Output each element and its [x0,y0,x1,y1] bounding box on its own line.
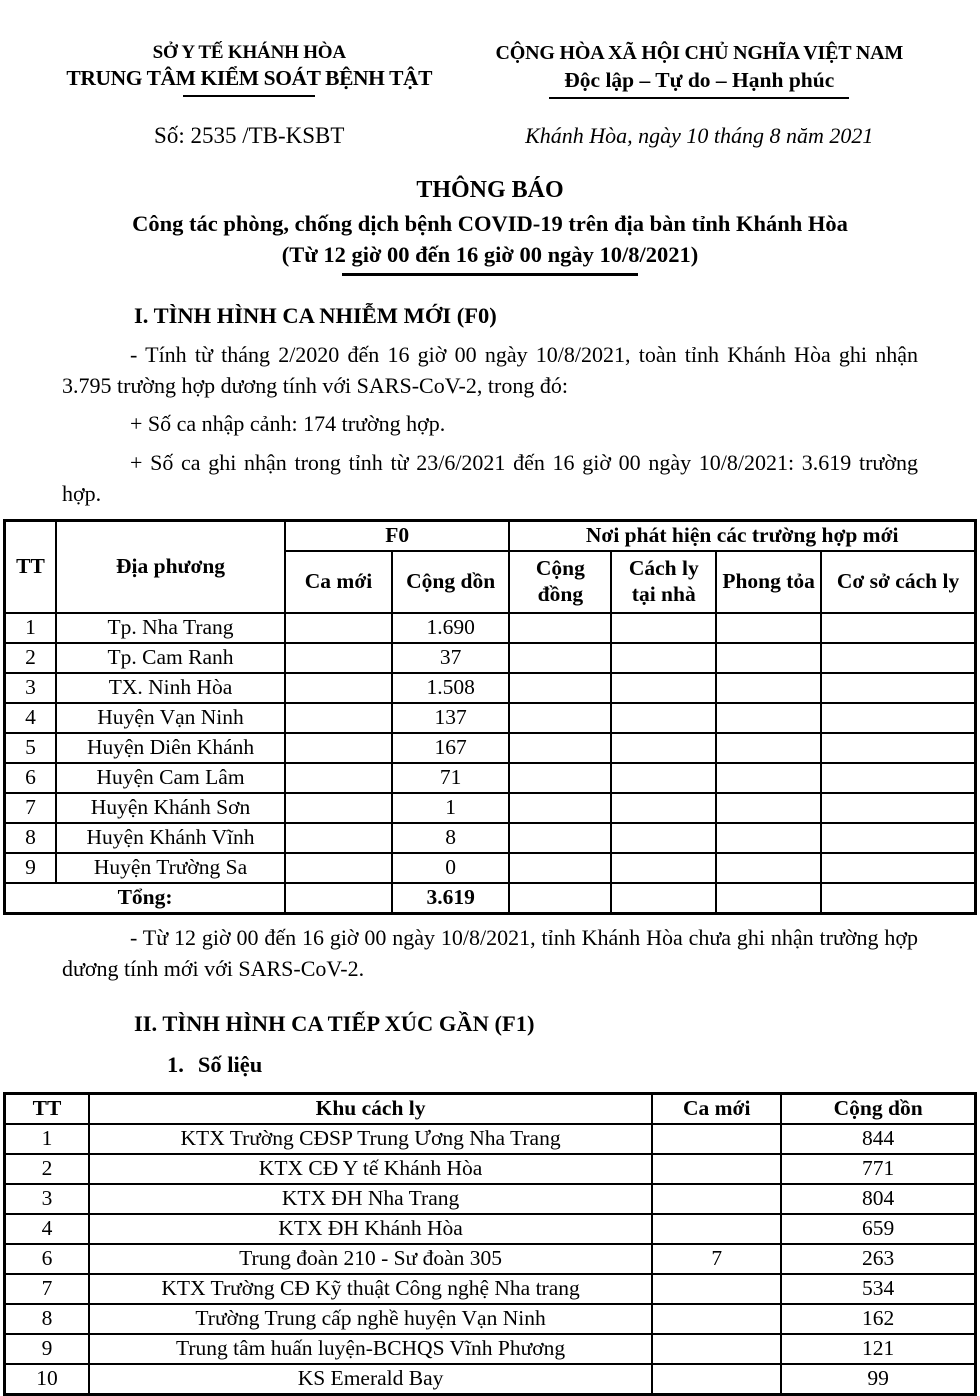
cell-cong-don: 71 [392,763,509,793]
cell-dia-phuong: Tp. Cam Ranh [56,643,285,673]
cell-cong-dong [509,823,611,853]
issuing-org-block [40,42,459,99]
national-header-block [459,42,941,99]
cell-cong-don: 162 [781,1304,975,1334]
cell-tt: 8 [5,823,56,853]
cell-co-so-cach-ly [821,793,975,823]
cell-cong-don: 659 [781,1214,975,1244]
col-header-ca-moi: Ca mới [652,1094,781,1124]
cell-tt: 1 [5,613,56,643]
f0-by-locality-table [3,519,977,915]
cell-ca-moi [285,613,392,643]
section1-heading: I. TÌNH HÌNH CA NHIỄM MỚI (F0) [134,303,497,328]
cell-khu-cach-ly: KTX Trường CĐ Kỹ thuật Công nghệ Nha trang [89,1274,652,1304]
cell-ca-moi [285,643,392,673]
table-row [5,1214,976,1244]
section1-para3: + Số ca ghi nhận trong tỉnh từ 23/6/2021 đến 16 giờ 00 ngày 10/8/2021: 3.619 trường hợp. [62,449,918,506]
cell-tt: 7 [5,793,56,823]
cell-cong-don: 0 [392,853,509,883]
f1-quarantine-table [3,1092,977,1396]
cell-tt: 4 [5,703,56,733]
cell-tt: 5 [5,733,56,763]
cell-tt: 6 [5,763,56,793]
cell-cong-don: 844 [781,1124,975,1154]
cell-dia-phuong: Huyện Khánh Vĩnh [56,823,285,853]
table-row [5,703,976,733]
table-row [5,1364,976,1394]
cell-tt: 9 [5,853,56,883]
section1-body [62,300,918,509]
cell-cong-don: 99 [781,1364,975,1394]
cell-ca-moi [285,853,392,883]
sub-heading-label: Số liệu [197,1052,263,1078]
doc-period-title: (Từ 12 giờ 00 đến 16 giờ 00 ngày 10/8/2021) [281,242,699,267]
cell-cach-ly-tai-nha [611,613,716,643]
cell-khu-cach-ly: Trung tâm huấn luyện-BCHQS Vĩnh Phương [89,1334,652,1364]
cell-cach-ly-tai-nha [611,853,716,883]
cell-tt: 8 [5,1304,89,1334]
number-date-row [0,123,980,149]
section1-para1: - Tính từ tháng 2/2020 đến 16 giờ 00 ngày 10/8/2021, toàn tỉnh Khánh Hòa ghi nhận 3.795 trường hợp dương tính với SARS-CoV-2, trong đó: [62,341,918,399]
cell-ca-moi [285,733,392,763]
doc-number: Số: 2535 /TB-KSBT [154,123,345,148]
cell-cong-don: 137 [392,703,509,733]
cell-khu-cach-ly: KS Emerald Bay [89,1364,652,1394]
cell-dia-phuong: Huyện Trường Sa [56,853,285,883]
cell-ca-moi [652,1274,781,1304]
cell-co-so-cach-ly [821,613,975,643]
total-co-so-cach-ly [821,883,975,913]
cell-cong-dong [509,673,611,703]
org-parent-name: SỞ Y TẾ KHÁNH HÒA [152,42,346,63]
col-header-cach-ly-tai-nha: Cách ly tại nhà [611,551,716,613]
doc-type-title: THÔNG BÁO [416,177,564,203]
cell-dia-phuong: Huyện Cam Lâm [56,763,285,793]
title-underline [342,273,638,276]
table2-header-row [5,1094,976,1124]
total-phong-toa [716,883,821,913]
cell-tt: 1 [5,1124,89,1154]
col-header-cong-don: Cộng dồn [781,1094,975,1124]
org-name: TRUNG TÂM KIỂM SOÁT BỆNH TẬT [66,66,433,90]
cell-khu-cach-ly: KTX ĐH Khánh Hòa [89,1214,652,1244]
table-row [5,733,976,763]
cell-ca-moi [285,673,392,703]
cell-cong-don: 167 [392,733,509,763]
sub-heading-number: 1. [167,1052,184,1078]
col-header-cong-dong: Cộng đồng [509,551,611,613]
col-group-f0: F0 [285,521,509,551]
cell-co-so-cach-ly [821,673,975,703]
cell-tt: 6 [5,1244,89,1274]
motto-underline [549,97,849,99]
cell-phong-toa [716,853,821,883]
table-row [5,1184,976,1214]
cell-dia-phuong: Huyện Vạn Ninh [56,703,285,733]
section1-para2: + Số ca nhập cảnh: 174 trường hợp. [130,411,446,437]
cell-phong-toa [716,793,821,823]
cell-cach-ly-tai-nha [611,733,716,763]
table1-total-row [5,883,976,913]
cell-ca-moi [285,703,392,733]
cell-cach-ly-tai-nha [611,763,716,793]
table-row [5,1304,976,1334]
cell-ca-moi [652,1304,781,1334]
col-header-ca-moi: Ca mới [285,551,392,613]
cell-cach-ly-tai-nha [611,793,716,823]
national-title: CỘNG HÒA XÃ HỘI CHỦ NGHĨA VIỆT NAM [495,42,903,64]
table-row [5,853,976,883]
cell-cach-ly-tai-nha [611,643,716,673]
cell-ca-moi [285,823,392,853]
total-ca-moi [285,883,392,913]
cell-tt: 7 [5,1274,89,1304]
cell-cach-ly-tai-nha [611,823,716,853]
cell-tt: 3 [5,1184,89,1214]
cell-cong-don: 121 [781,1334,975,1364]
table-row [5,613,976,643]
col-header-khu-cach-ly: Khu cách ly [89,1094,652,1124]
cell-cach-ly-tai-nha [611,673,716,703]
cell-tt: 3 [5,673,56,703]
section2-body [62,922,918,1081]
cell-tt: 4 [5,1214,89,1244]
cell-cong-don: 534 [781,1274,975,1304]
col-header-co-so-cach-ly: Cơ sở cách ly [821,551,975,613]
cell-cach-ly-tai-nha [611,703,716,733]
cell-cong-don: 771 [781,1154,975,1184]
table-row [5,643,976,673]
cell-phong-toa [716,673,821,703]
table-row [5,1124,976,1154]
cell-co-so-cach-ly [821,763,975,793]
cell-cong-dong [509,733,611,763]
cell-co-so-cach-ly [821,853,975,883]
col-header-tt: TT [5,521,56,613]
cell-dia-phuong: Huyện Diên Khánh [56,733,285,763]
cell-ca-moi: 7 [652,1244,781,1274]
place-date-line: Khánh Hòa, ngày 10 tháng 8 năm 2021 [525,123,874,148]
section2-sub-heading [62,1049,918,1081]
cell-tt: 10 [5,1364,89,1394]
cell-cong-dong [509,853,611,883]
table-row [5,1244,976,1274]
cell-ca-moi [285,763,392,793]
table-row [5,1334,976,1364]
cell-cong-don: 1 [392,793,509,823]
cell-co-so-cach-ly [821,733,975,763]
total-label: Tổng: [5,883,286,913]
letterhead [0,42,980,99]
org-underline [183,95,315,97]
col-group-noi-phat-hien: Nơi phát hiện các trường hợp mới [509,521,975,551]
cell-tt: 2 [5,643,56,673]
table-row [5,1274,976,1304]
cell-dia-phuong: TX. Ninh Hòa [56,673,285,703]
cell-dia-phuong: Tp. Nha Trang [56,613,285,643]
cell-cong-don: 263 [781,1244,975,1274]
total-cong-dong [509,883,611,913]
cell-cong-don: 37 [392,643,509,673]
cell-phong-toa [716,643,821,673]
cell-cong-dong [509,613,611,643]
total-cach-ly-tai-nha [611,883,716,913]
cell-cong-dong [509,703,611,733]
cell-khu-cach-ly: KTX ĐH Nha Trang [89,1184,652,1214]
cell-khu-cach-ly: KTX CĐ Y tế Khánh Hòa [89,1154,652,1184]
cell-phong-toa [716,763,821,793]
section2-heading: II. TÌNH HÌNH CA TIẾP XÚC GẦN (F1) [134,1011,535,1037]
col-header-phong-toa: Phong tỏa [716,551,821,613]
table-row [5,673,976,703]
cell-phong-toa [716,703,821,733]
col-header-dia-phuong: Địa phương [56,521,285,613]
cell-cong-dong [509,793,611,823]
cell-ca-moi [652,1214,781,1244]
doc-subject-title: Công tác phòng, chống dịch bệnh COVID-19 trên địa bàn tỉnh Khánh Hòa [132,211,848,236]
national-motto: Độc lập – Tự do – Hạnh phúc [564,68,835,92]
cell-khu-cach-ly: Trung đoàn 210 - Sư đoàn 305 [89,1244,652,1274]
cell-cong-don: 1.690 [392,613,509,643]
col-header-cong-don: Cộng dồn [392,551,509,613]
cell-tt: 2 [5,1154,89,1184]
cell-ca-moi [652,1334,781,1364]
cell-cong-don: 804 [781,1184,975,1214]
cell-cong-don: 1.508 [392,673,509,703]
cell-co-so-cach-ly [821,703,975,733]
cell-phong-toa [716,823,821,853]
cell-ca-moi [652,1154,781,1184]
table-row [5,793,976,823]
cell-cong-dong [509,643,611,673]
col-header-tt: TT [5,1094,89,1124]
no-new-cases-note: - Từ 12 giờ 00 đến 16 giờ 00 ngày 10/8/2021, tỉnh Khánh Hòa chưa ghi nhận trường hợp dương tính mới với SARS-CoV-2. [62,924,918,981]
title-block [0,177,980,276]
cell-dia-phuong: Huyện Khánh Sơn [56,793,285,823]
cell-cong-dong [509,763,611,793]
cell-cong-don: 8 [392,823,509,853]
table-row [5,1154,976,1184]
cell-ca-moi [652,1184,781,1214]
cell-ca-moi [652,1364,781,1394]
cell-tt: 9 [5,1334,89,1364]
cell-ca-moi [652,1124,781,1154]
cell-co-so-cach-ly [821,823,975,853]
table1-header-row1 [5,521,976,551]
table-row [5,823,976,853]
cell-co-so-cach-ly [821,643,975,673]
cell-phong-toa [716,733,821,763]
table-row [5,763,976,793]
cell-khu-cach-ly: Trường Trung cấp nghề huyện Vạn Ninh [89,1304,652,1334]
cell-khu-cach-ly: KTX Trường CĐSP Trung Ương Nha Trang [89,1124,652,1154]
cell-ca-moi [285,793,392,823]
cell-phong-toa [716,613,821,643]
total-cong-don: 3.619 [392,883,509,913]
